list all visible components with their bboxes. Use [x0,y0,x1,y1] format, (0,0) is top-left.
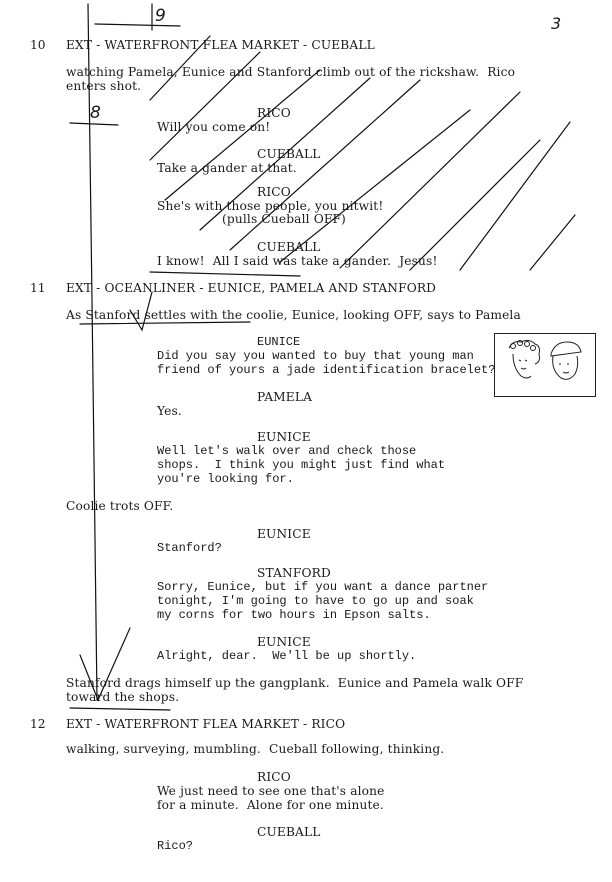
action-line: As Stanford settles with the coolie, Eunice, looking OFF, says to Pamela [66,308,521,322]
character-name: CUEBALL [257,825,321,839]
action-line: Coolie trots OFF. [66,499,174,513]
dialogue-line: Did you say you wanted to buy that young man [157,349,474,363]
dialogue-line: She's with those people, you nitwit! [157,199,384,213]
action-line: enters shot. [66,79,142,93]
scene-heading: EXT - WATERFRONT FLEA MARKET - RICO [66,717,346,731]
dialogue-line: Will you come on! [157,120,271,134]
storyboard-sketch [494,333,596,397]
character-name: EUNICE [257,527,311,541]
dialogue-line: my corns for two hours in Epson salts. [157,608,431,622]
page-number: 3 [551,14,562,33]
sketch-faces-icon [495,334,595,396]
dialogue-line: tonight, I'm going to have to go up and soak [157,594,474,608]
action-line: walking, surveying, mumbling. Cueball following, thinking. [66,742,445,756]
character-name: CUEBALL [257,240,321,254]
scene-heading: EXT - OCEANLINER - EUNICE, PAMELA AND STANFORD [66,281,437,295]
dialogue-line: Take a gander at that. [157,161,297,175]
parenthetical: (pulls Cueball OFF) [222,212,346,226]
scene-number: 10 [30,38,46,52]
character-name: EUNICE [257,430,311,444]
dialogue-line: Stanford? [157,541,222,555]
dialogue-line: Yes. [157,404,182,418]
action-line: watching Pamela, Eunice and Stanford climb out of the rickshaw. Rico [66,65,516,79]
scene-number: 12 [30,717,46,731]
scene-number: 11 [30,281,46,295]
action-line: Stanford drags himself up the gangplank. Eunice and Pamela walk OFF [66,676,524,690]
scene-heading: EXT - WATERFRONT FLEA MARKET - CUEBALL [66,38,375,52]
character-name: STANFORD [257,566,331,580]
dialogue-line: friend of yours a jade identification bracelet? [157,363,496,377]
dialogue-line: I know! All I said was take a gander. Jesus! [157,254,438,268]
character-name: CUEBALL [257,147,321,161]
character-name: RICO [257,185,291,199]
character-name: EUNICE [257,635,311,649]
dialogue-line: Alright, dear. We'll be up shortly. [157,649,417,663]
action-line: toward the shops. [66,690,180,704]
margin-note-8: 8 [90,103,101,123]
dialogue-line: for a minute. Alone for one minute. [157,798,384,812]
character-name: PAMELA [257,390,313,404]
dialogue-line: you're looking for. [157,472,294,486]
character-name: RICO [257,106,291,120]
character-name: EUNICE [257,335,301,349]
dialogue-line: Well let's walk over and check those [157,444,417,458]
dialogue-line: We just need to see one that's alone [157,784,385,798]
margin-note-9: 9 [155,6,166,26]
character-name: RICO [257,770,291,784]
dialogue-line: Sorry, Eunice, but if you want a dance partner [157,580,489,594]
dialogue-line: Rico? [157,839,194,853]
dialogue-line: shops. I think you might just find what [157,458,446,472]
